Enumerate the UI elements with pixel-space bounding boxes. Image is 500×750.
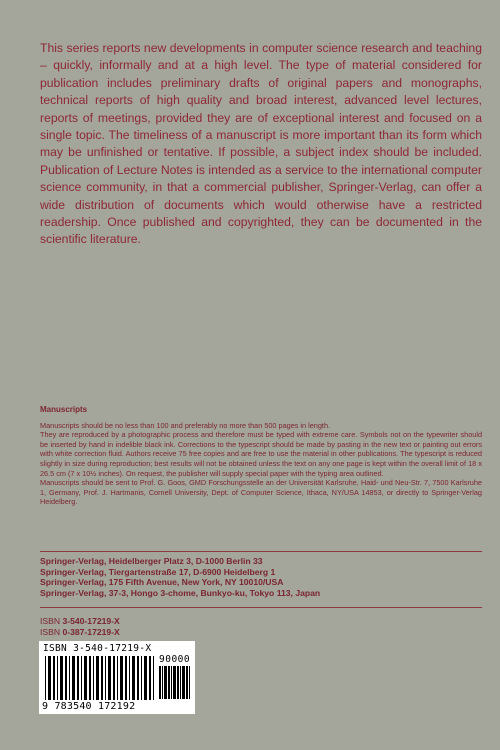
barcode-bar [65,656,67,700]
barcode-bar [120,656,123,700]
isbn-prefix: ISBN [40,626,61,637]
barcode-bar [77,656,79,700]
barcode-bar [177,666,179,699]
barcode-bar [96,656,99,700]
barcode-bar [168,666,170,699]
barcode-bar [173,666,176,699]
barcode-bar [159,666,161,699]
barcode-bar [57,656,58,700]
barcode-bar [69,656,70,700]
barcode-bar [48,656,51,700]
isbn-list [40,616,120,637]
barcode-ean-digits: 9 783540 172192 [42,701,136,712]
barcode-addon-text: 90000 [159,654,191,665]
barcode-bar [149,656,151,700]
isbn-line [40,627,120,638]
isbn-line [40,616,120,627]
barcode-bar [180,666,181,699]
barcode-bar [171,666,172,699]
barcode-bar [144,656,147,700]
barcode-isbn-text: ISBN 3-540-17219-X [43,643,152,654]
address-heidelberg: Springer-Verlag, Tiergartenstraße 17, D-6900 Heidelberg 1 [40,566,276,577]
manuscripts-submission-paragraph: Manuscripts should be sent to Prof. G. Goos, GMD Forschungsstelle an der Universität Karlsruhe, Haid- und Neu-Str. 7, 7500 Karlsruhe 1, Germany, Prof. J. Hartmanis, Cornell University, Dept. of Computer Science, Ithaca, NY/USA 14853, or directly to Springer-Verlag Heidelberg. [40,478,482,507]
barcode-bar [117,656,118,700]
barcode-bar [105,656,106,700]
manuscripts-length-paragraph: Manuscripts should be no less than 100 and preferably no more than 500 pages in length. [40,420,331,430]
barcode-bar [93,656,94,700]
barcode-bar [164,666,167,699]
barcode-label [39,641,195,714]
address-tokyo: Springer-Verlag, 37-3, Hongo 3-chome, Bunkyo-ku, Tokyo 113, Japan [40,588,321,599]
barcode-bar [162,666,163,699]
publisher-addresses [40,556,482,599]
barcode-bar [84,656,87,700]
isbn-number: 3-540-17219-X [62,616,120,626]
barcode-bar [72,656,75,700]
divider-top [40,551,482,552]
barcode-bar [108,656,111,700]
ean-barcode [45,656,155,700]
barcode-bar [113,656,115,700]
barcode-bar [53,656,55,700]
address-berlin: Springer-Verlag, Heidelberger Platz 3, D-1000 Berlin 33 [40,556,263,566]
manuscripts-heading: Manuscripts [40,405,88,414]
manuscripts-typing-paragraph: They are reproduced by a photographic process and therefore must be typed with extreme care. Symbols not on the typewriter should be inserted by hand in indelible black ink. Corrections to the typescript should be made by pasting in the new text or painting out errors with white correction fluid. Authors receive 75 free copies and are free to use the material in other publications. The typescript is reduced slightly in size during reproduction; best results will not be obtained unless the text on any one page is kept within the overall limit of 18 x 26.5 cm (7 x 10½ inches). On request, the publisher will supply special paper with the typing area outlined. [40,430,482,478]
addon-barcode [159,666,191,699]
barcode-bar [89,656,91,700]
barcode-bar [132,656,135,700]
barcode-bar [81,656,82,700]
isbn-number: 0-387-17219-X [62,626,120,637]
barcode-bar [60,656,63,700]
divider-bottom [40,607,482,608]
barcode-bar [189,666,190,699]
barcode-bar [45,656,46,700]
barcode-bar [125,656,127,700]
barcode-bar [182,666,185,699]
barcode-bar [137,656,139,700]
barcode-bar [129,656,130,700]
address-new-york: Springer-Verlag, 175 Fifth Avenue, New York, NY 10010/USA [40,577,284,588]
isbn-prefix: ISBN [40,616,61,626]
barcode-bar [141,656,142,700]
barcode-bar [186,666,188,699]
series-description: This series reports new developments in computer science research and teaching – quickly, informally and at a high level. The type of material considered for publication includes preliminary drafts of original papers and monographs, technical reports of high quality and broad interest, advanced level lectures, reports of meetings, provided they are of exceptional interest and focused on a single topic. The timeliness of a manuscript is more important than its form which may be unfinished or tentative. If possible, a subject index should be included. Publication of Lecture Notes is intended as a service to the international computer science community, in that a commercial publisher, Springer-Verlag, can offer a wide distribution of documents which would otherwise have a restricted readership. Once published and copyrighted, they can be documented in the scientific literature. [40,41,482,247]
manuscripts-section [40,405,482,507]
barcode-bar [101,656,103,700]
barcode-bar [153,656,154,700]
